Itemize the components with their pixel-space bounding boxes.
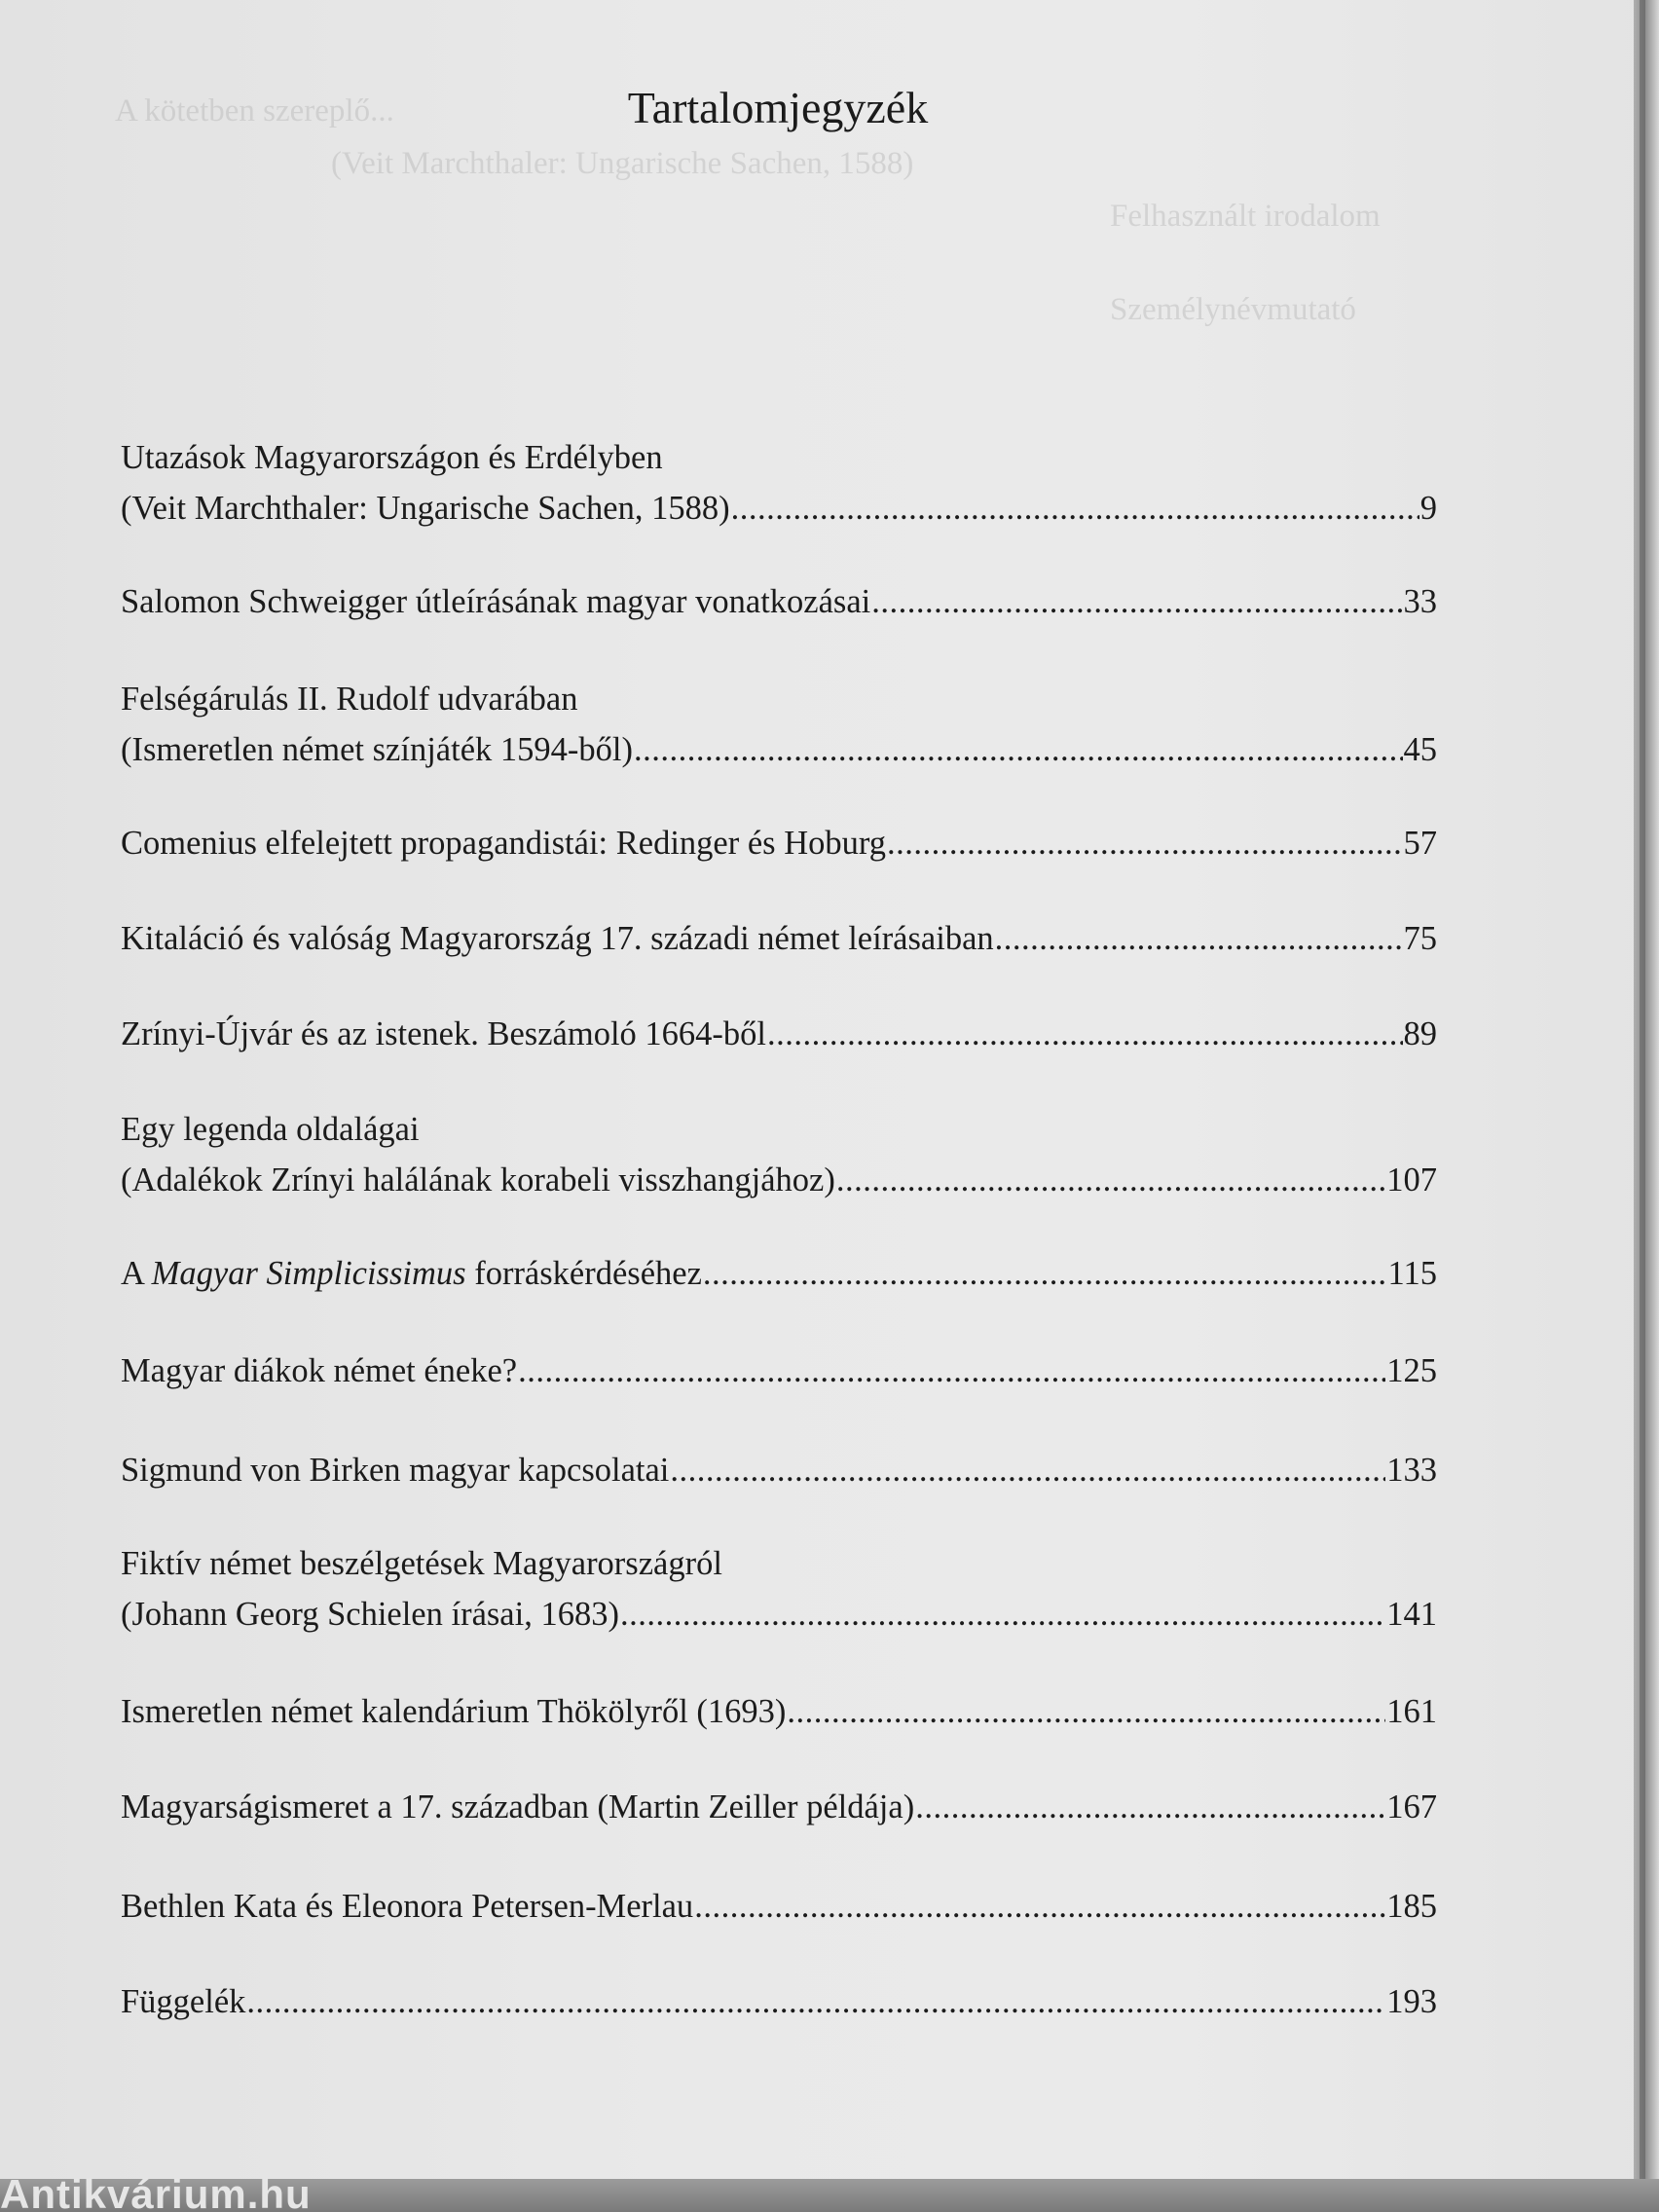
toc-entry-title-text: (Johann Georg Schielen írásai, 1683) (121, 1596, 619, 1633)
dot-leader (634, 724, 1403, 775)
toc-entry-title-text: A (121, 1255, 152, 1292)
toc-entry-title-text: Magyar diákok német éneke? (121, 1352, 518, 1389)
toc-entry-title-text: Sigmund von Birken magyar kapcsolatai (121, 1452, 670, 1489)
toc-entry (121, 576, 1437, 627)
toc-entry-title-text: Függelék (121, 1983, 246, 2020)
toc-entry-title (121, 1248, 702, 1299)
toc-page-number: 185 (1386, 1888, 1437, 1925)
watermark: Antikvárium.hu (0, 2171, 312, 2212)
toc-page-number: 45 (1403, 731, 1437, 768)
toc-entry-title (121, 1589, 619, 1640)
toc-entry-title (121, 1009, 766, 1059)
toc-entry (121, 1009, 1437, 1059)
toc-entry-title-line: Felségárulás II. Rudolf udvarában (121, 681, 578, 718)
toc-page-number: 125 (1386, 1352, 1437, 1389)
book-spine-edge (1634, 0, 1659, 2212)
toc-page-number: 107 (1386, 1161, 1437, 1198)
toc-entry (121, 913, 1437, 964)
toc-entry (121, 1346, 1437, 1396)
toc-entry (121, 1445, 1437, 1495)
toc-entry-title-text: Magyarságismeret a 17. században (Martin Zeiller példája) (121, 1788, 915, 1825)
toc-entry-title-italic: Magyar Simplicissimus (151, 1255, 466, 1292)
dot-leader (915, 1782, 1385, 1832)
show-through-text: A kötetben szereplő... (115, 93, 394, 129)
dot-leader (871, 576, 1402, 627)
toc-page-number: 133 (1386, 1452, 1437, 1489)
dot-leader (670, 1445, 1385, 1495)
toc-entry-title-text: Salomon Schweigger útleírásának magyar vonatkozásai (121, 583, 871, 620)
toc-entry (121, 1104, 1437, 1205)
toc-page-number: 75 (1403, 920, 1437, 957)
toc-entry (121, 1976, 1437, 2027)
toc-entry-title-text: (Adalékok Zrínyi halálának korabeli visszhangjához) (121, 1161, 835, 1198)
toc-entry-title (121, 1445, 669, 1495)
toc-entry (121, 1248, 1437, 1299)
dot-leader (887, 818, 1403, 868)
toc-entry-title (121, 483, 730, 534)
toc-entry-title-text: (Veit Marchthaler: Ungarische Sachen, 1588) (121, 490, 730, 527)
toc-entry-title-text: Kitaláció és valóság Magyarország 17. századi német leírásaiban (121, 920, 994, 957)
toc-page-number: 89 (1403, 1015, 1437, 1052)
toc-entry (121, 1881, 1437, 1932)
toc-entry-title (121, 913, 994, 964)
toc-page-number: 141 (1386, 1596, 1437, 1633)
toc-entry-title-text: forráskérdéséhez (465, 1255, 702, 1292)
dot-leader (694, 1881, 1385, 1932)
toc-entry-title (121, 1881, 693, 1932)
toc-entry-title (121, 1155, 835, 1205)
table-of-contents (121, 432, 1437, 2027)
toc-entry-title (121, 724, 633, 775)
dot-leader (995, 913, 1403, 964)
toc-entry-title-text: Comenius elfelejtett propagandistái: Redinger és Hoburg (121, 825, 886, 862)
toc-entry-title-line: Utazások Magyarországon és Erdélyben (121, 439, 663, 476)
toc-entry-title-text: (Ismeretlen német színjáték 1594-ből) (121, 731, 633, 768)
dot-leader (703, 1248, 1387, 1299)
toc-entry (121, 432, 1437, 534)
show-through-text: Személynévmutató (1110, 292, 1356, 327)
dot-leader (787, 1686, 1385, 1737)
toc-entry-title-line: Egy legenda oldalágai (121, 1111, 420, 1148)
toc-page-number: 161 (1386, 1693, 1437, 1730)
dot-leader (246, 1976, 1385, 2027)
show-through-text: (Veit Marchthaler: Ungarische Sachen, 1588) (331, 146, 914, 181)
toc-entry (121, 1686, 1437, 1737)
dot-leader (731, 483, 1419, 534)
toc-entry-title-text: Bethlen Kata és Eleonora Petersen-Merlau (121, 1888, 694, 1925)
page-title: Tartalomjegyzék (627, 83, 929, 132)
dot-leader (518, 1346, 1385, 1396)
toc-entry-title (121, 1976, 245, 2027)
toc-page-number: 167 (1386, 1788, 1437, 1825)
toc-entry (121, 674, 1437, 775)
toc-entry-title-text: Ismeretlen német kalendárium Thökölyről (1693) (121, 1693, 787, 1730)
toc-entry (121, 818, 1437, 868)
toc-entry-title (121, 1346, 517, 1396)
toc-entry (121, 1782, 1437, 1832)
toc-entry (121, 1538, 1437, 1640)
toc-entry-title (121, 1686, 786, 1737)
dot-leader (767, 1009, 1403, 1059)
toc-entry-title-text: Zrínyi-Újvár és az istenek. Beszámoló 1664-ből (121, 1015, 766, 1052)
dot-leader (620, 1589, 1385, 1640)
toc-entry-title-line: Fiktív német beszélgetések Magyarországról (121, 1545, 722, 1582)
toc-page-number: 33 (1403, 583, 1437, 620)
toc-page-number: 115 (1387, 1255, 1437, 1292)
toc-entry-title (121, 576, 870, 627)
toc-entry-title (121, 1782, 914, 1832)
bottom-edge (0, 2171, 1659, 2212)
toc-page-number: 9 (1419, 490, 1437, 527)
toc-entry-title (121, 818, 886, 868)
toc-page-number: 57 (1403, 825, 1437, 862)
dot-leader (836, 1155, 1385, 1205)
toc-page-number: 193 (1386, 1983, 1437, 2020)
show-through-text: Felhasznált irodalom (1110, 199, 1381, 234)
